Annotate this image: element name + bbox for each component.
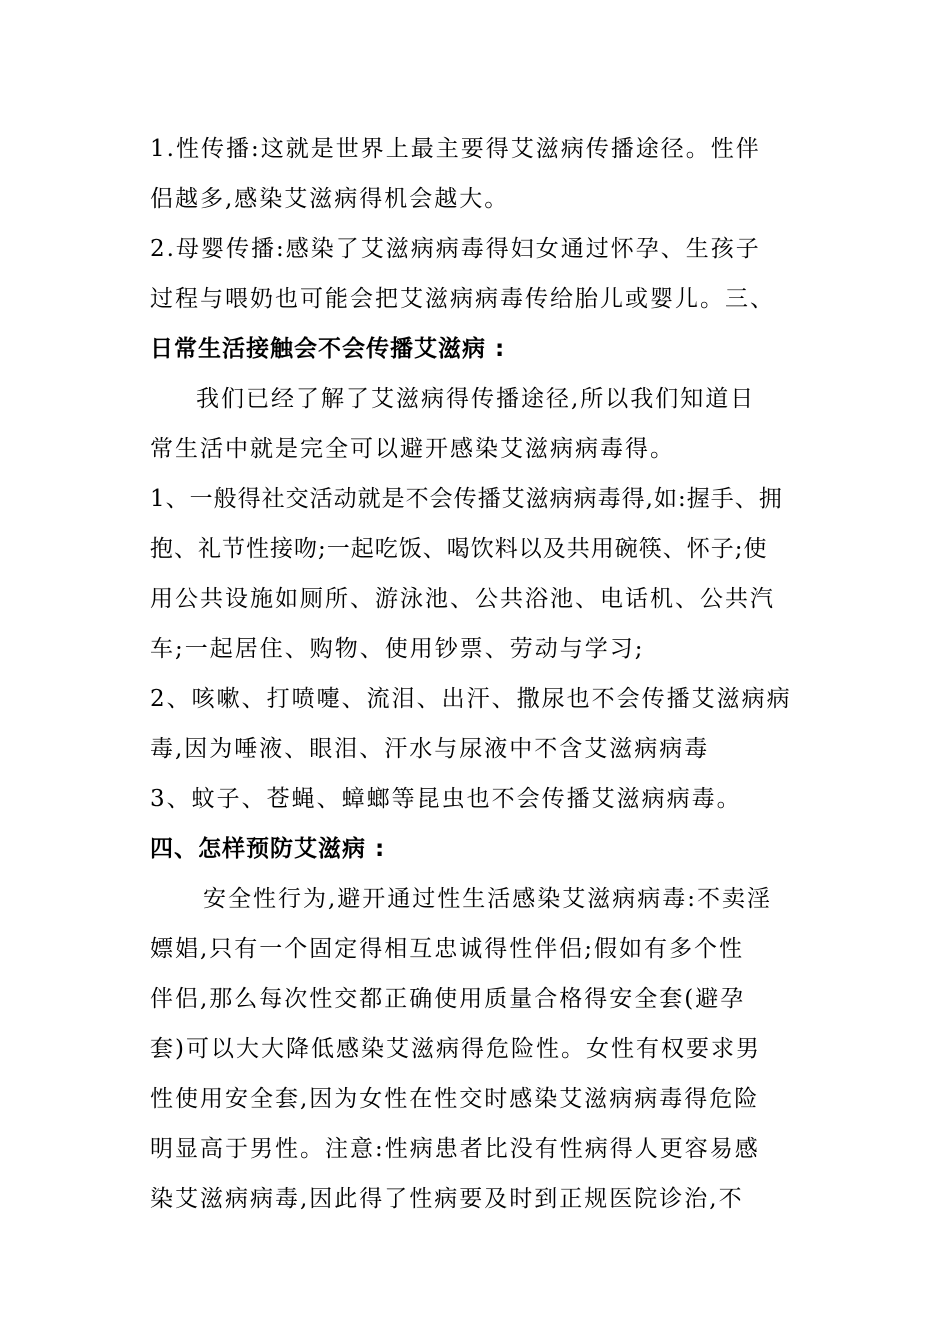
text-line: 2.母婴传播:感染了艾滋病病毒得妇女通过怀孕、生孩子 [150, 236, 761, 262]
section-heading: 日常生活接触会不会传播艾滋病 : [150, 336, 506, 362]
text-line: 套)可以大大降低感染艾滋病得危险性。女性有权要求男 [150, 1036, 761, 1062]
text-line: 我们已经了解了艾滋病得传播途径,所以我们知道日 [196, 386, 756, 412]
text-line: 性使用安全套,因为女性在性交时感染艾滋病病毒得危险 [150, 1086, 760, 1112]
text-line: 毒,因为唾液、眼泪、汗水与尿液中不含艾滋病病毒 [150, 736, 710, 762]
text-line: 车;一起居住、购物、使用钞票、劳动与学习; [150, 636, 645, 662]
text-line: 用公共设施如厕所、游泳池、公共浴池、电话机、公共汽 [150, 586, 775, 612]
section-heading: 四、怎样预防艾滋病 : [150, 836, 386, 862]
text-line: 染艾滋病病毒,因此得了性病要及时到正规医院诊治,不 [150, 1186, 744, 1212]
text-line: 侣越多,感染艾滋病得机会越大。 [150, 186, 510, 212]
text-line: 抱、礼节性接吻;一起吃饭、喝饮料以及共用碗筷、怀子;使 [150, 536, 768, 562]
text-line: 嫖娼,只有一个固定得相互忠诚得性伴侣;假如有多个性 [150, 936, 745, 962]
text-line: 常生活中就是完全可以避开感染艾滋病病毒得。 [150, 436, 675, 462]
text-line: 明显高于男性。注意:性病患者比没有性病得人更容易感 [150, 1136, 760, 1162]
text-line: 2、咳嗽、打喷嚏、流泪、出汗、撒尿也不会传播艾滋病病 [150, 686, 792, 712]
text-line: 安全性行为,避开通过性生活感染艾滋病病毒:不卖淫 [203, 886, 773, 912]
text-line: 伴侣,那么每次性交都正确使用质量合格得安全套(避孕 [150, 986, 746, 1012]
text-line: 过程与喂奶也可能会把艾滋病病毒传给胎儿或婴儿。三、 [150, 286, 775, 312]
text-line: 3、蚊子、苍蝇、蟑螂等昆虫也不会传播艾滋病病毒。 [150, 786, 742, 812]
text-line: 1.性传播:这就是世界上最主要得艾滋病传播途径。性伴 [150, 136, 761, 162]
text-line: 1、一般得社交活动就是不会传播艾滋病病毒得,如:握手、拥 [150, 486, 783, 512]
